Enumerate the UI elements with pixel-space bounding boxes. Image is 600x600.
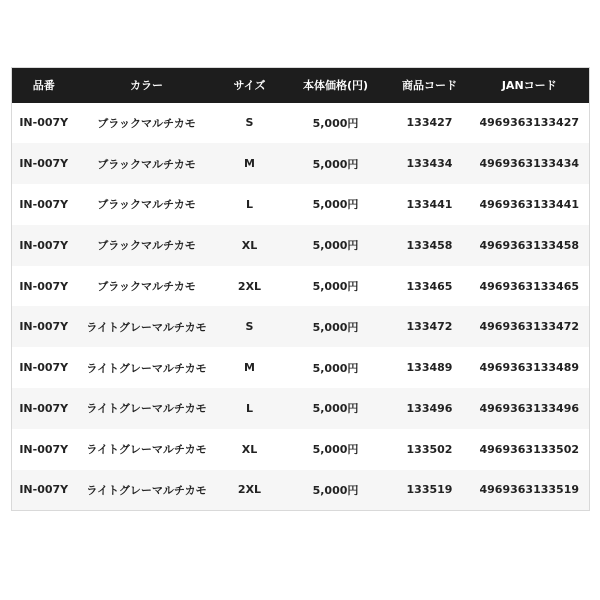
cell-color: ライトグレーマルチカモ — [86, 361, 207, 375]
header-product-code: 商品コード — [402, 79, 457, 93]
cell-size: S — [245, 116, 254, 130]
cell-price: 5,000円 — [312, 157, 359, 171]
cell-part-number: IN-007Y — [19, 116, 69, 130]
table-row — [12, 184, 590, 225]
header-color: カラー — [130, 79, 163, 93]
table-row — [12, 306, 590, 347]
table-row — [12, 429, 590, 470]
cell-part-number: IN-007Y — [19, 157, 69, 171]
cell-part-number: IN-007Y — [19, 442, 69, 456]
cell-price: 5,000円 — [312, 116, 359, 130]
header-row — [12, 68, 590, 103]
cell-color: ブラックマルチカモ — [97, 116, 196, 130]
cell-product-code: 133472 — [406, 320, 453, 334]
cell-color: ブラックマルチカモ — [97, 280, 196, 294]
cell-price: 5,000円 — [312, 483, 359, 497]
cell-color: ライトグレーマルチカモ — [86, 483, 207, 497]
cell-product-code: 133458 — [406, 238, 453, 252]
cell-color: ブラックマルチカモ — [97, 157, 196, 171]
table-row — [12, 266, 590, 307]
table-body — [12, 103, 590, 511]
cell-price: 5,000円 — [312, 320, 359, 334]
cell-product-code: 133502 — [406, 442, 453, 456]
cell-part-number: IN-007Y — [19, 361, 69, 375]
cell-price: 5,000円 — [312, 402, 359, 416]
cell-product-code: 133434 — [406, 157, 453, 171]
cell-part-number: IN-007Y — [19, 279, 69, 293]
cell-size: 2XL — [237, 279, 262, 293]
header-jan-code: JANコード — [501, 79, 557, 93]
product-spec-table — [11, 67, 590, 511]
cell-product-code: 133489 — [406, 361, 453, 375]
cell-jan-code: 4969363133434 — [479, 157, 579, 171]
cell-jan-code: 4969363133427 — [479, 116, 579, 130]
cell-price: 5,000円 — [312, 198, 359, 212]
header-price: 本体価格(円) — [302, 79, 369, 93]
cell-jan-code: 4969363133489 — [479, 361, 579, 375]
cell-part-number: IN-007Y — [19, 238, 69, 252]
header-part-number: 品番 — [32, 79, 55, 93]
cell-color: ライトグレーマルチカモ — [86, 320, 207, 334]
table-row — [12, 347, 590, 388]
table-row — [12, 388, 590, 429]
cell-jan-code: 4969363133472 — [479, 320, 579, 334]
cell-price: 5,000円 — [312, 239, 359, 253]
cell-product-code: 133465 — [406, 279, 453, 293]
cell-product-code: 133427 — [406, 116, 453, 130]
cell-price: 5,000円 — [312, 361, 359, 375]
cell-size: M — [244, 157, 255, 171]
cell-size: XL — [241, 442, 258, 456]
cell-jan-code: 4969363133496 — [479, 401, 579, 415]
cell-size: M — [244, 361, 255, 375]
cell-size: L — [245, 197, 253, 211]
cell-part-number: IN-007Y — [19, 197, 69, 211]
table-row — [12, 225, 590, 266]
cell-color: ブラックマルチカモ — [97, 239, 196, 253]
cell-size: L — [245, 401, 253, 415]
cell-price: 5,000円 — [312, 443, 359, 457]
cell-size: XL — [241, 238, 258, 252]
cell-jan-code: 4969363133465 — [479, 279, 579, 293]
cell-color: ブラックマルチカモ — [97, 198, 196, 212]
cell-jan-code: 4969363133502 — [479, 442, 579, 456]
cell-product-code: 133496 — [406, 401, 453, 415]
cell-price: 5,000円 — [312, 280, 359, 294]
cell-part-number: IN-007Y — [19, 483, 69, 497]
header-size: サイズ — [233, 79, 266, 93]
cell-jan-code: 4969363133441 — [479, 197, 579, 211]
cell-product-code: 133441 — [406, 197, 453, 211]
table-header — [12, 68, 590, 103]
table-row — [12, 103, 590, 144]
cell-color: ライトグレーマルチカモ — [86, 402, 207, 416]
cell-color: ライトグレーマルチカモ — [86, 443, 207, 457]
cell-part-number: IN-007Y — [19, 401, 69, 415]
table-row — [12, 470, 590, 511]
cell-size: S — [245, 320, 254, 334]
table-row — [12, 143, 590, 184]
cell-size: 2XL — [237, 483, 262, 497]
cell-jan-code: 4969363133519 — [479, 483, 579, 497]
cell-jan-code: 4969363133458 — [479, 238, 579, 252]
cell-product-code: 133519 — [406, 483, 453, 497]
cell-part-number: IN-007Y — [19, 320, 69, 334]
